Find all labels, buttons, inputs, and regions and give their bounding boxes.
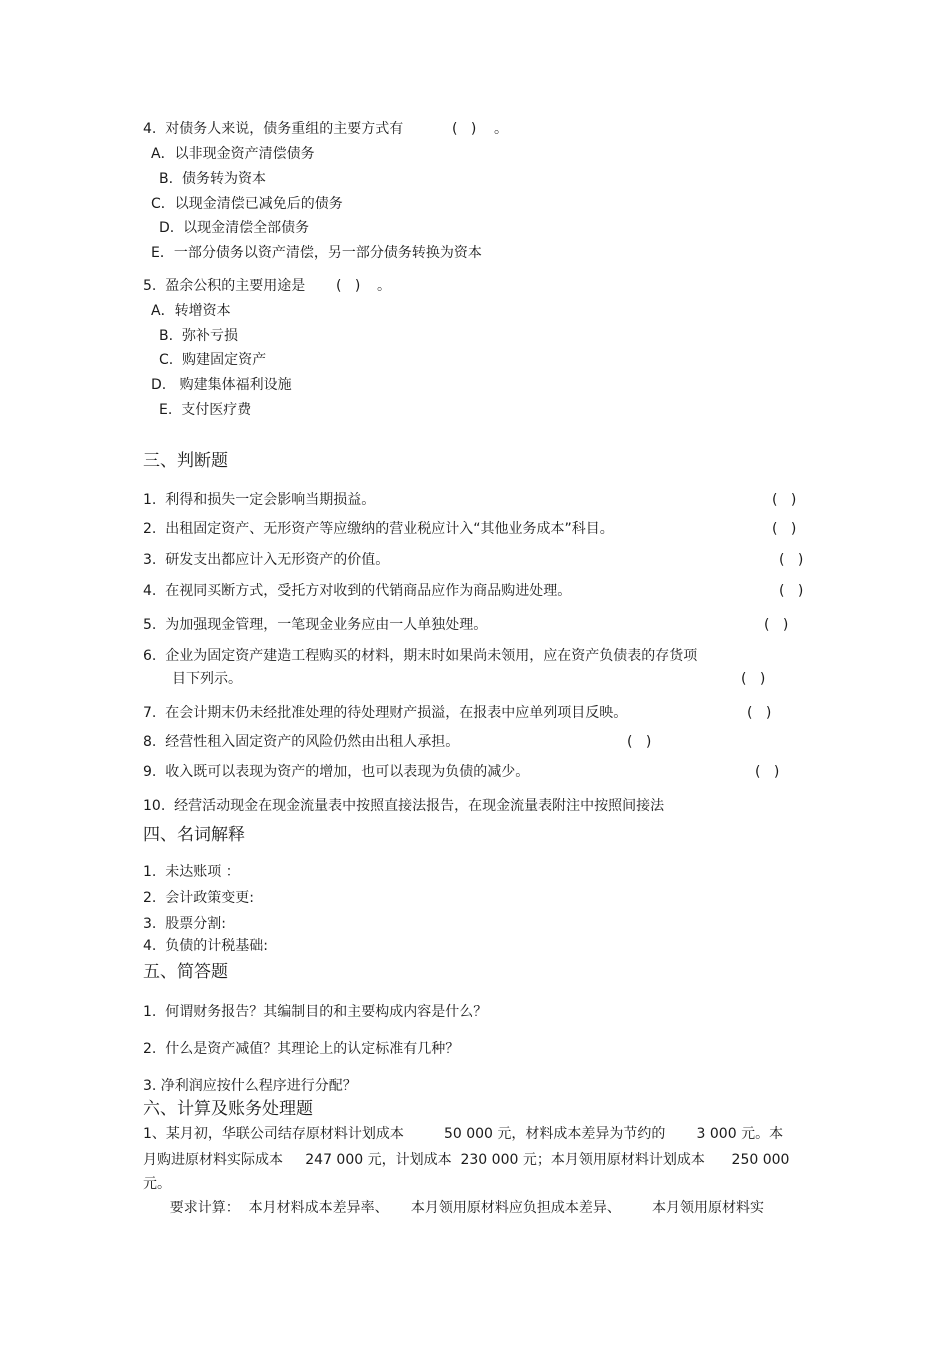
judgement-item-7: 7. 在会计期末仍未经批准处理的待处理财产损溢，在报表中应单列项目反映。 (143, 705, 628, 721)
question-4-option-d: D. 以现金清偿全部债务 (159, 220, 310, 236)
question-4-option-e: E．一部分债务以资产清偿，另一部分债务转换为资本 (151, 245, 482, 261)
judgement-item-5-blank: ( ) (764, 617, 789, 633)
short-answer-item-2: 2. 什么是资产减值？其理论上的认定标准有几种？ (143, 1041, 460, 1057)
short-answer-item-3: 3. 净利润应按什么程序进行分配？ (143, 1078, 357, 1094)
section-heading-judgement: 三、判断题 (143, 451, 228, 471)
calculation-problem-line-3: 元。 (143, 1176, 171, 1192)
judgement-item-4: 4. 在视同买断方式，受托方对收到的代销商品应作为商品购进处理。 (143, 583, 572, 599)
question-4-answer-blank: ( ) (452, 121, 477, 137)
question-4-option-c: C．以现金清偿已减免后的债务 (151, 196, 343, 212)
question-5-answer-blank: ( ) (336, 278, 361, 294)
judgement-item-3-blank: ( ) (779, 552, 804, 568)
judgement-item-6: 6. 企业为固定资产建造工程购买的材料，期末时如果尚未领用，应在资产负债表的存货项 (143, 648, 698, 664)
judgement-item-6-blank: ( ) (741, 671, 766, 687)
short-answer-item-1: 1. 何谓财务报告？其编制目的和主要构成内容是什么？ (143, 1004, 488, 1020)
question-5-option-d: D. 购建集体福利设施 (151, 377, 292, 393)
question-5-end: 。 (377, 278, 391, 294)
judgement-item-3: 3. 研发支出都应计入无形资产的价值。 (143, 552, 390, 568)
judgement-item-4-blank: ( ) (779, 583, 804, 599)
judgement-item-2-blank: ( ) (772, 521, 797, 537)
term-item-4: 4. 负债的计税基础: (143, 938, 268, 954)
question-5-option-e: E. 支付医疗费 (159, 402, 252, 418)
section-heading-calculation: 六、计算及账务处理题 (143, 1099, 313, 1119)
calculation-problem-line-1: 1、某月初，华联公司结存原材料计划成本 50 000 元，材料成本差异为节约的 3 000 元。本 (143, 1126, 784, 1142)
question-4-end: 。 (494, 121, 508, 137)
term-item-2: 2. 会计政策变更: (143, 890, 254, 906)
question-4-option-b: B. 债务转为资本 (159, 171, 266, 187)
section-heading-terms: 四、名词解释 (143, 825, 245, 845)
calculation-problem-line-2: 月购进原材料实际成本 247 000 元，计划成本 230 000 元；本月领用原材料计划成本 250 000 (143, 1152, 790, 1168)
judgement-item-10: 10. 经营活动现金在现金流量表中按照直接法报告，在现金流量表附注中按照间接法 (143, 798, 665, 814)
question-5-option-a: A．转增资本 (151, 303, 231, 319)
section-heading-short-answer: 五、简答题 (143, 962, 228, 982)
calculation-requirement: 要求计算： 本月材料成本差异率、 本月领用原材料应负担成本差异、 本月领用原材料实 (143, 1200, 765, 1216)
question-5-stem: 5. 盈余公积的主要用途是 (143, 278, 306, 294)
judgement-item-8: 8. 经营性租入固定资产的风险仍然由出租人承担。 (143, 734, 460, 750)
judgement-item-9: 9. 收入既可以表现为资产的增加，也可以表现为负债的减少。 (143, 764, 530, 780)
question-4-option-a: A．以非现金资产清偿债务 (151, 146, 315, 162)
judgement-item-8-blank: ( ) (627, 734, 652, 750)
term-item-3: 3. 股票分割: (143, 916, 226, 932)
question-5-option-b: B. 弥补亏损 (159, 328, 238, 344)
judgement-item-7-blank: ( ) (747, 705, 772, 721)
judgement-item-5: 5. 为加强现金管理，一笔现金业务应由一人单独处理。 (143, 617, 488, 633)
question-5-option-c: C. 购建固定资产 (159, 352, 267, 368)
judgement-item-6-continued: 目下列示。 (172, 671, 242, 687)
term-item-1: 1. 未达账项 ： (143, 864, 240, 880)
judgement-item-1-blank: ( ) (772, 492, 797, 508)
judgement-item-2: 2. 出租固定资产、无形资产等应缴纳的营业税应计入“其他业务成本”科目。 (143, 521, 614, 537)
judgement-item-9-blank: ( ) (755, 764, 780, 780)
judgement-item-1: 1. 利得和损失一定会影响当期损益。 (143, 492, 376, 508)
question-4-stem: 4. 对债务人来说，债务重组的主要方式有 (143, 121, 404, 137)
